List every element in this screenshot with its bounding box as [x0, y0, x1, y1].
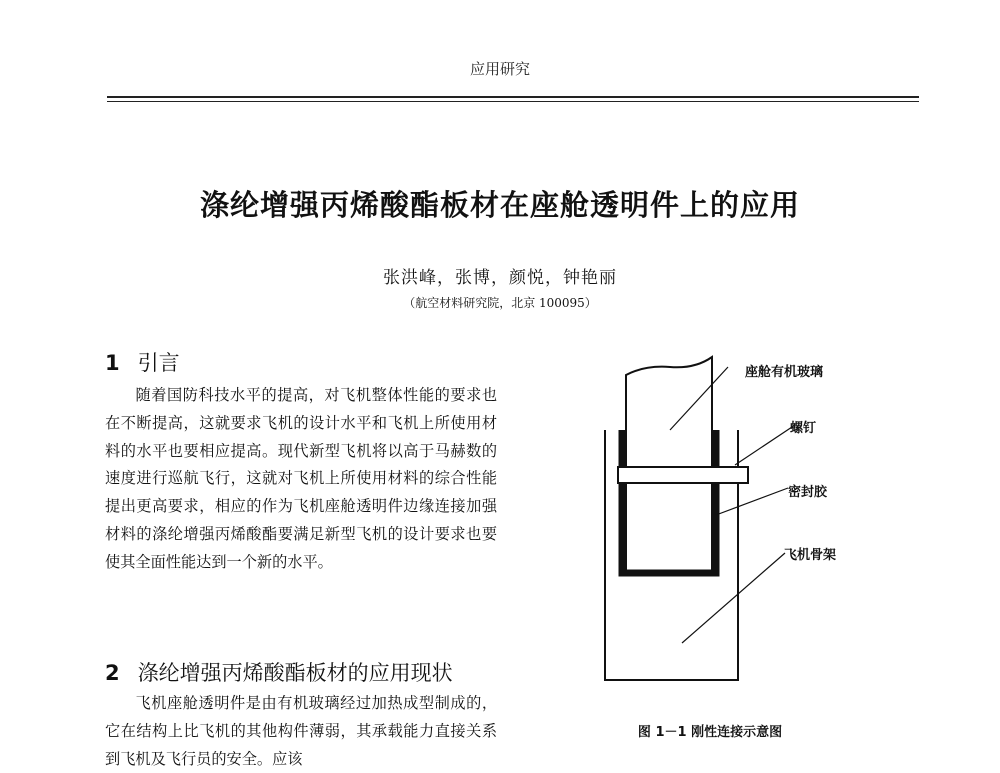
screw-shape — [618, 467, 748, 483]
paper-authors: 张洪峰，张博，颜悦，钟艳丽 — [383, 268, 617, 288]
running-head: 应用研究 — [469, 60, 530, 78]
section-number: 1 — [105, 351, 120, 375]
label-frame: 飞机骨架 — [784, 548, 837, 563]
section-number: 2 — [105, 661, 120, 685]
glass-panel — [626, 357, 712, 573]
leader-screw — [735, 425, 795, 465]
header-rule-thin — [107, 101, 919, 102]
diagram-svg — [600, 345, 900, 690]
section-paragraph — [105, 690, 497, 773]
leader-glass — [670, 367, 728, 430]
u-channel — [622, 430, 716, 573]
paper-affiliation: （航空材料研究院，北京 100095） — [403, 296, 597, 310]
section-paragraph — [105, 382, 497, 577]
section-heading — [105, 347, 180, 377]
label-sealant: 密封胶 — [788, 485, 828, 500]
section-title: 引言 — [137, 351, 180, 375]
paragraph-text: 随着国防科技水平的提高，对飞机整体性能的要求也在不断提高，这就要求飞机的设计水平和飞机上所使用材料的水平也要相应提高。现代新型飞机将以高于马赫数的速度进行巡航飞行，这就对飞机上所使用材料的综合性能提出更高要求，相应的作为飞机座舱透明件边缘连接加强材料的涤纶增强丙烯酸酯要满足新型飞机的设计要求也要使其全面性能达到一个新的水平。 — [105, 386, 497, 571]
section-heading — [105, 657, 453, 687]
leader-sealant — [716, 488, 788, 515]
header-rule — [107, 96, 919, 98]
connection-diagram — [600, 345, 900, 690]
paper-title: 涤纶增强丙烯酸酯板材在座舱透明件上的应用 — [199, 188, 800, 222]
label-screw: 螺钉 — [790, 421, 817, 436]
section-title: 涤纶增强丙烯酸酯板材的应用现状 — [137, 661, 453, 685]
label-glass: 座舱有机玻璃 — [745, 365, 824, 380]
figure-caption: 图 1－1 刚性连接示意图 — [637, 725, 783, 740]
leader-frame — [682, 553, 785, 643]
paragraph-text: 飞机座舱透明件是由有机玻璃经过加热成型制成的，它在结构上比飞机的其他构件薄弱，其承载能力直接关系到飞机及飞行员的安全。应该 — [105, 694, 497, 768]
